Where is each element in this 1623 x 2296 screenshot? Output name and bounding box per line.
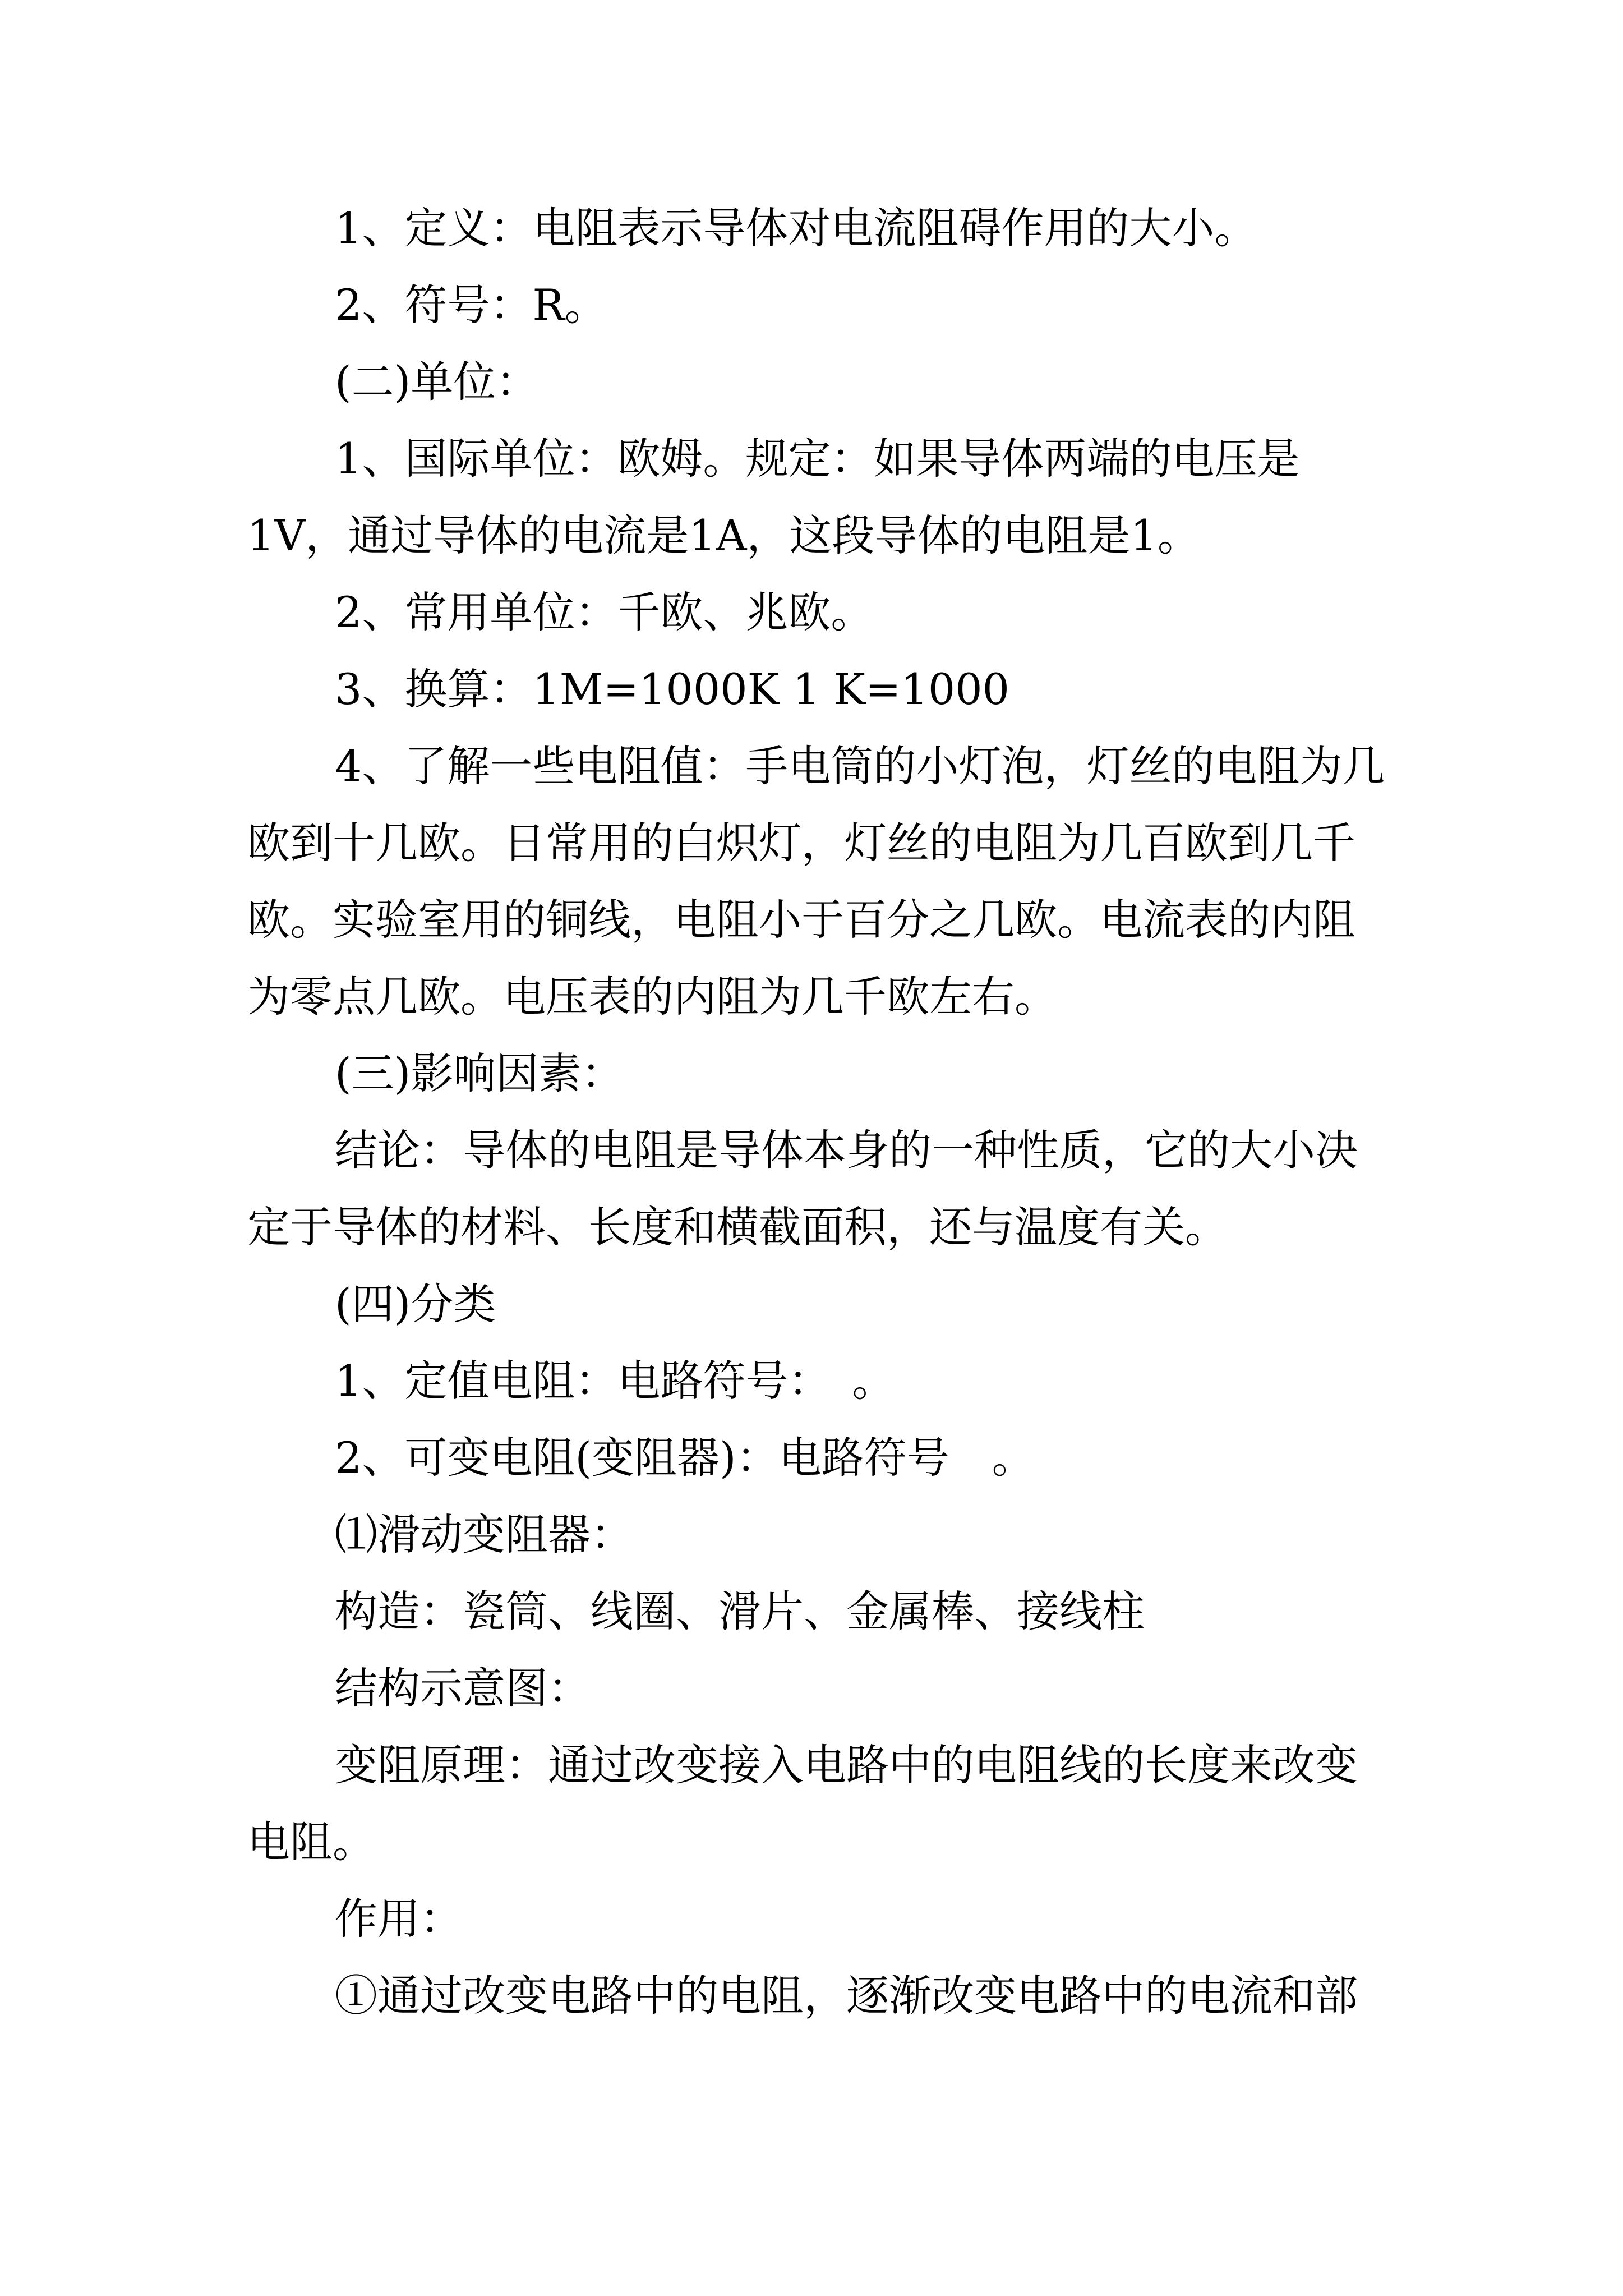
section-heading-units: (二)单位： [335, 357, 539, 407]
paragraph-principle: 变阻原理：通过改变接入电路中的电阻线的长度来改变电阻。 [247, 1740, 1358, 1867]
paragraph-conclusion: 结论：导体的电阻是导体本身的一种性质，它的大小决定于导体的材料、长度和横截面积，还与温度有关。 [247, 1125, 1358, 1252]
paragraph-function-1: ①通过改变电路中的电阻，逐渐改变电路中的电流和部 [335, 1971, 1358, 2021]
paragraph-sliding-rheostat: ⑴滑动变阻器： [335, 1510, 633, 1559]
paragraph-function-heading: 作用： [335, 1894, 463, 1944]
paragraph-variable-resistor: 2、可变电阻(变阻器)：电路符号 。 [335, 1433, 1035, 1483]
paragraph-structure-diagram: 结构示意图： [335, 1663, 591, 1713]
paragraph-construction: 构造：瓷筒、线圈、滑片、金属棒、接线柱 [335, 1586, 1145, 1636]
section-heading-classification: (四)分类 [335, 1279, 496, 1329]
paragraph-conversion: 3、换算：1M=1000K 1 K=1000 [335, 664, 1009, 714]
paragraph-common-units: 2、常用单位：千欧、兆欧。 [335, 587, 874, 637]
paragraph-definition: 1、定义：电阻表示导体对电流阻碍作用的大小。 [335, 203, 1257, 253]
paragraph-resistance-values: 4、了解一些电阻值：手电筒的小灯泡，灯丝的电阻为几欧到十几欧。日常用的白炽灯，灯丝的电阻为几百欧到几千欧。实验室用的铜线，电阻小于百分之几欧。电流表的内阻为零点几欧。电压表的内阻为几千欧左右。 [247, 741, 1385, 1022]
paragraph-fixed-resistor: 1、定值电阻：电路符号： 。 [335, 1356, 895, 1406]
section-heading-factors: (三)影响因素： [335, 1048, 624, 1098]
paragraph-symbol: 2、符号：R。 [335, 280, 607, 330]
paragraph-si-unit: 1、国际单位：欧姆。规定：如果导体两端的电压是1V，通过导体的电流是1A，这段导体的电阻是1。 [247, 434, 1300, 560]
document-body [247, 190, 1397, 2034]
